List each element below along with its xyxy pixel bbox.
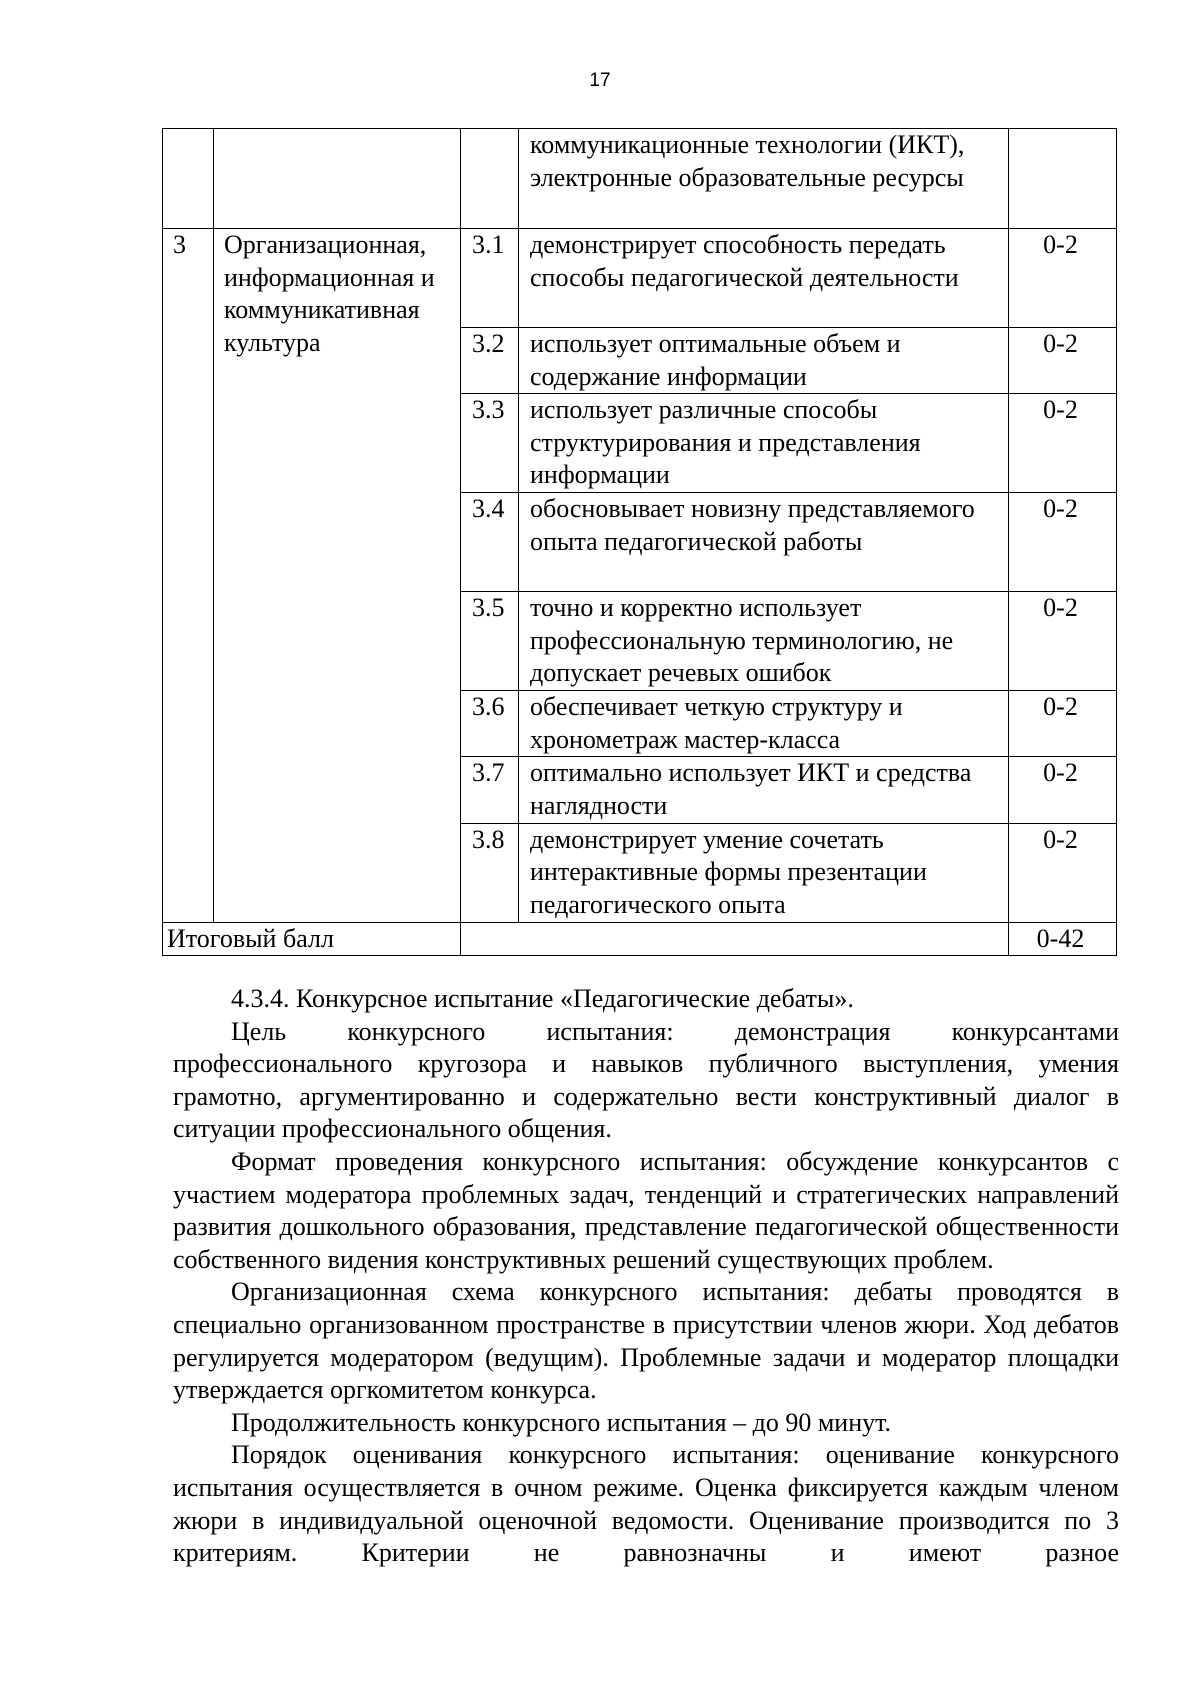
- criterion-number: 3.3: [461, 394, 519, 493]
- criterion-text: использует оптимальные объем и содержание информации: [519, 328, 1009, 394]
- criterion-text: демонстрирует умение сочетать интерактивные формы презентации педагогического опыта: [519, 823, 1009, 922]
- criterion-number: 3.5: [461, 592, 519, 691]
- criterion-score: 0-2: [1009, 823, 1117, 922]
- table-cell: [163, 129, 214, 229]
- criterion-number: 3.7: [461, 757, 519, 823]
- criterion-number: 3.2: [461, 328, 519, 394]
- table-row: [163, 129, 1117, 229]
- criterion-text: оптимально использует ИКТ и средства наглядности: [519, 757, 1009, 823]
- criterion-text: демонстрирует способность передать способы педагогической деятельности: [519, 229, 1009, 328]
- criteria-table: [162, 128, 1117, 956]
- criterion-score: 0-2: [1009, 493, 1117, 592]
- criterion-number: 3.8: [461, 823, 519, 922]
- table-cell: [461, 922, 1009, 956]
- table-row: [163, 229, 1117, 328]
- criterion-score: 0-2: [1009, 394, 1117, 493]
- table-row: [163, 922, 1117, 956]
- total-label: Итоговый балл: [163, 922, 461, 956]
- criterion-score: 0-2: [1009, 229, 1117, 328]
- criterion-score: 0-2: [1009, 592, 1117, 691]
- criterion-text: обеспечивает четкую структуру и хронометраж мастер-класса: [519, 691, 1009, 757]
- criterion-score: 0-2: [1009, 328, 1117, 394]
- table-cell: [1009, 129, 1117, 229]
- criterion-number: 3.4: [461, 493, 519, 592]
- criterion-number: 3.6: [461, 691, 519, 757]
- criterion-text: коммуникационные технологии (ИКТ), электронные образовательные ресурсы: [519, 129, 1009, 229]
- section-number: 3: [163, 229, 214, 923]
- paragraph: Организационная схема конкурсного испытания: дебаты проводятся в специально организованном пространстве в присутствии членов жюри. Ход дебатов регулируется модератором (ведущим). Проблемные задачи и модератор площадки утверждается оргкомитетом конкурса.: [173, 1277, 1119, 1405]
- table-cell: [214, 129, 461, 229]
- paragraph: Порядок оценивания конкурсного испытания: оценивание конкурсного испытания осуществляется в очном режиме. Оценка фиксируется каждым членом жюри в индивидуальной оценочной ведомости. Оценивание производится по 3 критериям. Критерии не равнозначны и имеют разное: [173, 1440, 1119, 1568]
- table-cell: [461, 129, 519, 229]
- paragraph: Цель конкурсного испытания: демонстрация конкурсантами профессионального кругозора и навыков публичного выступления, умения грамотно, аргументированно и содержательно вести конструктивный диалог в ситуации профессионального общения.: [173, 1016, 1119, 1144]
- section-heading: 4.3.4. Конкурсное испытание «Педагогические дебаты».: [231, 984, 854, 1013]
- paragraph: Продолжительность конкурсного испытания – до 90 минут.: [231, 1407, 892, 1437]
- criterion-score: 0-2: [1009, 757, 1117, 823]
- body-text: [173, 983, 1119, 1570]
- paragraph: Формат проведения конкурсного испытания: обсуждение конкурсантов с участием модератора проблемных задач, тенденций и стратегических направлений развития дошкольного образования, представление педагогической общественности собственного видения конструктивных решений существующих проблем.: [173, 1146, 1119, 1274]
- criterion-text: использует различные способы структурирования и представления информации: [519, 394, 1009, 493]
- criterion-text: точно и корректно использует профессиональную терминологию, не допускает речевых ошибок: [519, 592, 1009, 691]
- section-name: Организационная, информационная и коммуникативная культура: [214, 229, 461, 923]
- criterion-score: 0-2: [1009, 691, 1117, 757]
- criterion-text: обосновывает новизну представляемого опыта педагогической работы: [519, 493, 1009, 592]
- total-score: 0-42: [1009, 922, 1117, 956]
- page-number: 17: [589, 70, 611, 91]
- criterion-number: 3.1: [461, 229, 519, 328]
